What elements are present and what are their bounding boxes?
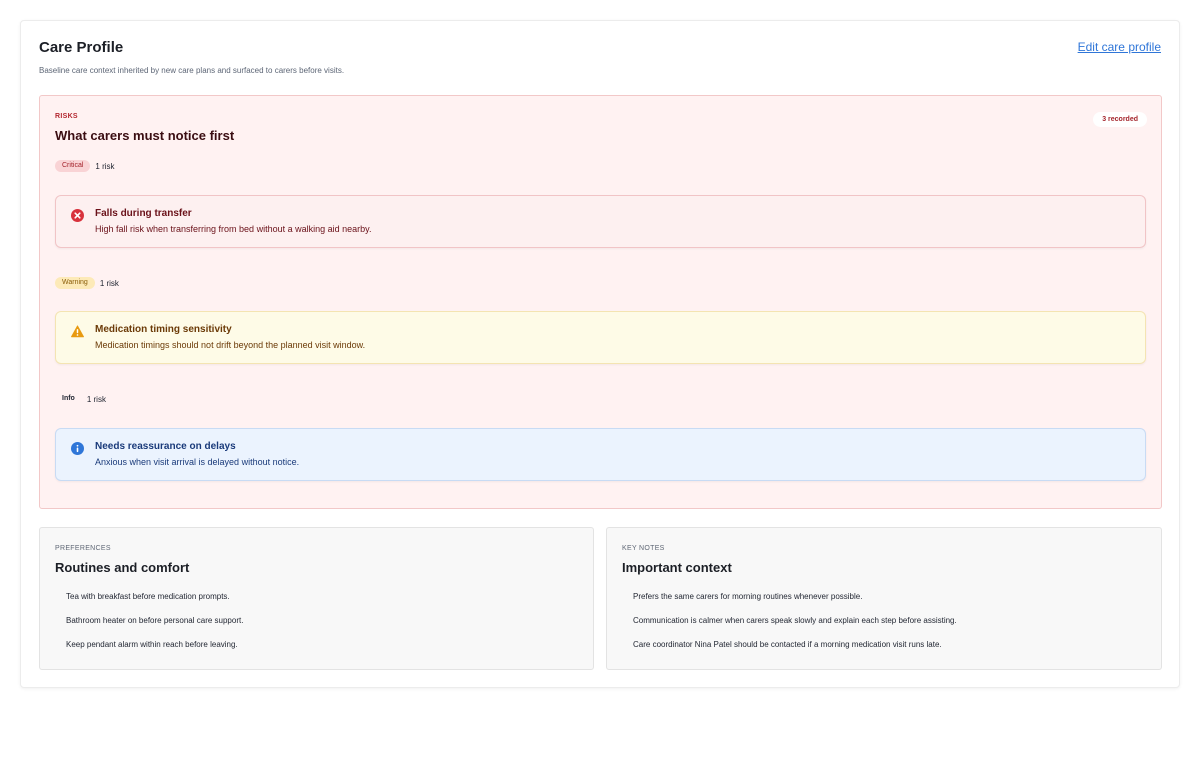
list-item: Keep pendant alarm within reach before leaving.	[66, 640, 238, 649]
key-notes-panel	[606, 527, 1162, 670]
x-circle-icon	[71, 209, 84, 222]
risk-description: Medication timings should not drift beyond the planned visit window.	[95, 340, 366, 350]
page-title: Care Profile	[39, 39, 124, 56]
risk-card-medication	[55, 311, 1146, 364]
risk-group-count: 1 risk	[99, 278, 119, 288]
risks-eyebrow: RISKS	[55, 113, 78, 120]
list-item: Communication is calmer when carers speak slowly and explain each step before assisting.	[633, 616, 957, 625]
risks-section	[39, 95, 1162, 509]
list-item: Prefers the same carers for morning routines whenever possible.	[633, 592, 863, 601]
risk-group-count: 1 risk	[95, 161, 115, 171]
warning-badge: Warning	[55, 277, 95, 289]
preferences-heading: Routines and comfort	[55, 560, 190, 575]
info-circle-icon	[71, 442, 84, 455]
list-item: Bathroom heater on before personal care support.	[66, 616, 244, 625]
risk-count-badge: 3 recorded	[1093, 112, 1147, 127]
key-notes-eyebrow: KEY NOTES	[622, 545, 665, 552]
risk-title: Medication timing sensitivity	[95, 324, 232, 335]
preferences-list	[66, 592, 243, 664]
page-subtitle: Baseline care context inherited by new care plans and surfaced to carers before visits.	[39, 66, 345, 75]
preferences-eyebrow: PREFERENCES	[55, 545, 111, 552]
list-item: Care coordinator Nina Patel should be contacted if a morning medication visit runs late.	[633, 640, 942, 649]
risks-heading: What carers must notice first	[55, 128, 235, 143]
critical-badge: Critical	[55, 160, 90, 172]
risk-card-reassurance	[55, 428, 1146, 481]
risk-title: Falls during transfer	[95, 208, 192, 219]
key-notes-heading: Important context	[622, 560, 732, 575]
risk-card-falls	[55, 195, 1146, 248]
care-profile-card	[20, 20, 1180, 688]
risk-description: High fall risk when transferring from bed without a walking aid nearby.	[95, 224, 372, 234]
risk-group-info	[55, 392, 106, 406]
list-item: Tea with breakfast before medication prompts.	[66, 592, 230, 601]
risk-description: Anxious when visit arrival is delayed without notice.	[95, 457, 300, 467]
risk-group-warning	[55, 276, 119, 290]
key-notes-list	[633, 592, 957, 664]
edit-care-profile-link[interactable]: Edit care profile	[1077, 40, 1161, 54]
info-badge: Info	[62, 395, 75, 402]
risk-group-count: 1 risk	[86, 394, 106, 404]
warning-triangle-icon	[71, 325, 84, 338]
risk-title: Needs reassurance on delays	[95, 441, 236, 452]
preferences-panel	[39, 527, 594, 670]
risk-group-critical	[55, 159, 115, 173]
